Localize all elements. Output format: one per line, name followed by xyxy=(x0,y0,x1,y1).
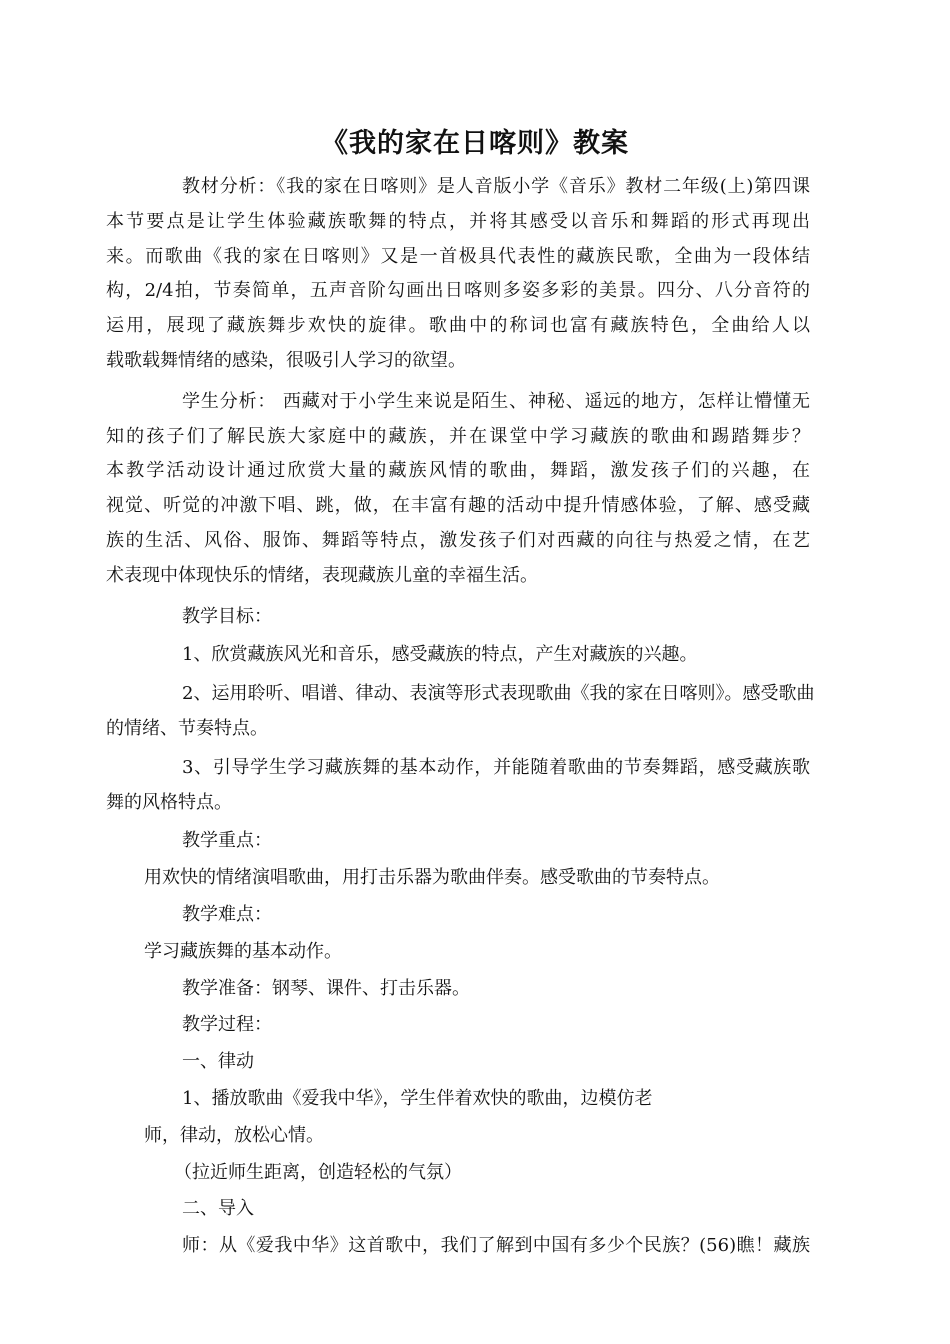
focus-heading: 教学重点： xyxy=(182,830,272,852)
step1-item-line-b: 师，律动，放松心情。 xyxy=(144,1124,324,1146)
paragraph-line: 教材分析：《我的家在日喀则》是人音版小学《音乐》教材二年级(上)第四课 xyxy=(182,176,810,197)
paragraph-line: 学生分析： 西藏对于小学生来说是陌生、神秘、遥远的地方，怎样让懵懂无 xyxy=(182,390,810,412)
document-body xyxy=(106,170,815,1264)
paragraph-line: 来。而歌曲《我的家在日喀则》又是一首极具代表性的藏族民歌，全曲为一段体结 xyxy=(106,245,810,267)
step1-item-line-a: 1、播放歌曲《爱我中华》，学生伴着欢快的歌曲，边模仿老 xyxy=(182,1087,653,1109)
paragraph-line: 载歌载舞情绪的感染，很吸引人学习的欲望。 xyxy=(106,349,466,371)
process-heading: 教学过程： xyxy=(182,1014,272,1036)
paragraph-line: 族的生活、风俗、服饰、舞蹈等特点，激发孩子们对西藏的向往与热爱之情，在艺 xyxy=(106,529,810,551)
goal-item-2 xyxy=(106,677,815,747)
student-analysis-paragraph xyxy=(106,385,810,594)
difficulty-heading: 教学难点： xyxy=(182,903,272,925)
paragraph-line: 舞的风格特点。 xyxy=(106,791,232,813)
step2-text xyxy=(144,1229,810,1264)
step2-heading: 二、导入 xyxy=(182,1198,254,1220)
difficulty-text: 学习藏族舞的基本动作。 xyxy=(144,940,342,962)
paragraph-line: 构，2/4拍，节奏简单，五声音阶勾画出日喀则多姿多彩的美景。四分、八分音符的 xyxy=(106,280,810,302)
preparation-text: 教学准备：钢琴、课件、打击乐器。 xyxy=(182,977,470,999)
step1-note: （拉近师生距离，创造轻松的气氛） xyxy=(174,1161,462,1183)
step1-heading: 一、律动 xyxy=(182,1051,254,1073)
paragraph-line: 的情绪、节奏特点。 xyxy=(106,717,268,739)
paragraph-line: 本节要点是让学生体验藏族歌舞的特点，并将其感受以音乐和舞蹈的形式再现出 xyxy=(106,210,810,232)
paragraph-line: 视觉、听觉的冲激下唱、跳，做，在丰富有趣的活动中提升情感体验，了解、感受藏 xyxy=(106,495,810,517)
document-title: 《我的家在日喀则》教案 xyxy=(321,128,629,159)
goal-item-1: 1、欣赏藏族风光和音乐，感受藏族的特点，产生对藏族的兴趣。 xyxy=(182,644,698,666)
paragraph-line: 本教学活动设计通过欣赏大量的藏族风情的歌曲，舞蹈，激发孩子们的兴趣，在 xyxy=(106,460,810,482)
focus-text: 用欢快的情绪演唱歌曲，用打击乐器为歌曲伴奏。感受歌曲的节奏特点。 xyxy=(144,867,720,889)
paragraph-line: 师：从《爱我中华》这首歌中，我们了解到中国有多少个民族？(56)瞧！藏族 xyxy=(182,1235,810,1257)
paragraph-line: 3、引导学生学习藏族舞的基本动作，并能随着歌曲的节奏舞蹈，感受藏族歌 xyxy=(182,756,810,778)
paragraph-line: 运用，展现了藏族舞步欢快的旋律。歌曲中的称词也富有藏族特色，全曲给人以 xyxy=(106,315,810,337)
goal-item-3 xyxy=(106,751,810,821)
material-analysis-paragraph xyxy=(106,170,810,379)
paragraph-line: 知的孩子们了解民族大家庭中的藏族，并在课堂中学习藏族的歌曲和踢踏舞步？ xyxy=(106,425,810,447)
goals-heading: 教学目标： xyxy=(182,605,272,627)
paragraph-line: 2、运用聆听、唱谱、律动、表演等形式表现歌曲《我的家在日喀则》。感受歌曲 xyxy=(182,683,815,705)
paragraph-line: 术表现中体现快乐的情绪，表现藏族儿童的幸福生活。 xyxy=(106,564,538,586)
